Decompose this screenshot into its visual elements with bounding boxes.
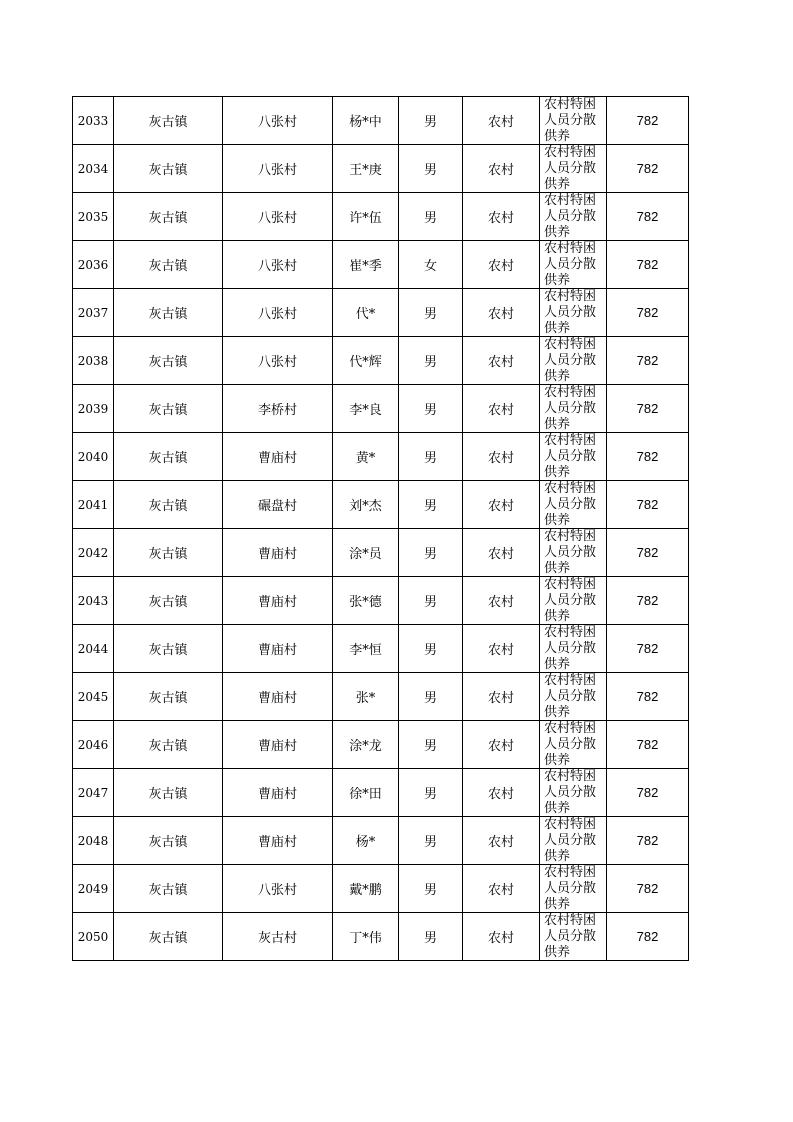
cell-area: 农村 [463, 673, 540, 721]
support-type-text: 农村特困人员分散供养 [544, 865, 597, 912]
cell-gender: 男 [399, 673, 463, 721]
table-row [73, 241, 689, 289]
cell-name: 戴*鹏 [333, 865, 399, 913]
cell-name: 张* [333, 673, 399, 721]
cell-area: 农村 [463, 145, 540, 193]
table-row [73, 721, 689, 769]
cell-name: 杨*中 [333, 97, 399, 145]
cell-town: 灰古镇 [114, 433, 223, 481]
cell-support-type [540, 193, 607, 241]
cell-id: 2036 [73, 241, 114, 289]
cell-amount: 782 [607, 433, 689, 481]
cell-support-type [540, 817, 607, 865]
cell-support-type [540, 769, 607, 817]
records-table [72, 96, 689, 961]
table-row [73, 289, 689, 337]
cell-support-type [540, 337, 607, 385]
cell-support-type [540, 865, 607, 913]
cell-village: 曹庙村 [223, 769, 333, 817]
cell-area: 农村 [463, 289, 540, 337]
cell-id: 2033 [73, 97, 114, 145]
support-type-text: 农村特困人员分散供养 [544, 241, 597, 288]
cell-amount: 782 [607, 529, 689, 577]
cell-town: 灰古镇 [114, 385, 223, 433]
cell-support-type [540, 913, 607, 961]
cell-support-type [540, 529, 607, 577]
cell-town: 灰古镇 [114, 673, 223, 721]
cell-amount: 782 [607, 145, 689, 193]
cell-amount: 782 [607, 673, 689, 721]
cell-support-type [540, 385, 607, 433]
cell-support-type [540, 241, 607, 289]
cell-support-type [540, 721, 607, 769]
cell-area: 农村 [463, 817, 540, 865]
cell-support-type [540, 625, 607, 673]
cell-id: 2039 [73, 385, 114, 433]
cell-town: 灰古镇 [114, 865, 223, 913]
cell-id: 2049 [73, 865, 114, 913]
cell-amount: 782 [607, 385, 689, 433]
cell-name: 涂*龙 [333, 721, 399, 769]
cell-id: 2045 [73, 673, 114, 721]
cell-name: 李*良 [333, 385, 399, 433]
cell-name: 许*伍 [333, 193, 399, 241]
table-row [73, 529, 689, 577]
cell-gender: 男 [399, 385, 463, 433]
cell-support-type [540, 433, 607, 481]
table-row [73, 337, 689, 385]
cell-area: 农村 [463, 913, 540, 961]
cell-area: 农村 [463, 577, 540, 625]
cell-area: 农村 [463, 481, 540, 529]
cell-town: 灰古镇 [114, 193, 223, 241]
table-row [73, 481, 689, 529]
cell-amount: 782 [607, 577, 689, 625]
cell-gender: 男 [399, 625, 463, 673]
cell-amount: 782 [607, 769, 689, 817]
support-type-text: 农村特困人员分散供养 [544, 145, 597, 192]
cell-gender: 男 [399, 145, 463, 193]
cell-town: 灰古镇 [114, 817, 223, 865]
support-type-text: 农村特困人员分散供养 [544, 97, 597, 144]
cell-town: 灰古镇 [114, 625, 223, 673]
support-type-text: 农村特困人员分散供养 [544, 481, 597, 528]
cell-id: 2034 [73, 145, 114, 193]
cell-name: 刘*杰 [333, 481, 399, 529]
support-type-text: 农村特困人员分散供养 [544, 193, 597, 240]
cell-name: 王*庚 [333, 145, 399, 193]
table-row [73, 385, 689, 433]
cell-village: 曹庙村 [223, 433, 333, 481]
cell-support-type [540, 145, 607, 193]
support-type-text: 农村特困人员分散供养 [544, 385, 597, 432]
cell-area: 农村 [463, 625, 540, 673]
table-row [73, 865, 689, 913]
cell-town: 灰古镇 [114, 145, 223, 193]
cell-area: 农村 [463, 193, 540, 241]
cell-gender: 男 [399, 193, 463, 241]
cell-area: 农村 [463, 769, 540, 817]
cell-id: 2040 [73, 433, 114, 481]
table-row [73, 433, 689, 481]
cell-town: 灰古镇 [114, 529, 223, 577]
cell-id: 2041 [73, 481, 114, 529]
cell-area: 农村 [463, 241, 540, 289]
cell-id: 2038 [73, 337, 114, 385]
cell-village: 曹庙村 [223, 817, 333, 865]
table-row [73, 769, 689, 817]
cell-amount: 782 [607, 865, 689, 913]
cell-village: 曹庙村 [223, 721, 333, 769]
cell-amount: 782 [607, 913, 689, 961]
cell-area: 农村 [463, 529, 540, 577]
cell-gender: 女 [399, 241, 463, 289]
cell-area: 农村 [463, 433, 540, 481]
cell-name: 杨* [333, 817, 399, 865]
cell-gender: 男 [399, 433, 463, 481]
table-row [73, 913, 689, 961]
support-type-text: 农村特困人员分散供养 [544, 577, 597, 624]
cell-village: 八张村 [223, 193, 333, 241]
cell-amount: 782 [607, 193, 689, 241]
cell-village: 曹庙村 [223, 625, 333, 673]
cell-id: 2037 [73, 289, 114, 337]
cell-name: 李*恒 [333, 625, 399, 673]
cell-village: 碾盘村 [223, 481, 333, 529]
table-row [73, 625, 689, 673]
cell-gender: 男 [399, 817, 463, 865]
table-row [73, 817, 689, 865]
cell-id: 2050 [73, 913, 114, 961]
cell-amount: 782 [607, 241, 689, 289]
cell-amount: 782 [607, 817, 689, 865]
cell-gender: 男 [399, 769, 463, 817]
cell-name: 涂*员 [333, 529, 399, 577]
cell-name: 代* [333, 289, 399, 337]
cell-area: 农村 [463, 337, 540, 385]
cell-name: 丁*伟 [333, 913, 399, 961]
table-row [73, 145, 689, 193]
cell-town: 灰古镇 [114, 481, 223, 529]
cell-village: 灰古村 [223, 913, 333, 961]
cell-town: 灰古镇 [114, 577, 223, 625]
cell-name: 崔*季 [333, 241, 399, 289]
cell-village: 曹庙村 [223, 577, 333, 625]
table-row [73, 673, 689, 721]
support-type-text: 农村特困人员分散供养 [544, 433, 597, 480]
cell-village: 曹庙村 [223, 673, 333, 721]
cell-id: 2043 [73, 577, 114, 625]
cell-gender: 男 [399, 577, 463, 625]
cell-town: 灰古镇 [114, 769, 223, 817]
cell-support-type [540, 97, 607, 145]
cell-name: 徐*田 [333, 769, 399, 817]
cell-name: 张*德 [333, 577, 399, 625]
cell-area: 农村 [463, 97, 540, 145]
cell-amount: 782 [607, 481, 689, 529]
table-row [73, 577, 689, 625]
cell-support-type [540, 577, 607, 625]
cell-support-type [540, 289, 607, 337]
support-type-text: 农村特困人员分散供养 [544, 913, 597, 960]
cell-village: 八张村 [223, 145, 333, 193]
support-type-text: 农村特困人员分散供养 [544, 673, 597, 720]
table-row [73, 97, 689, 145]
cell-town: 灰古镇 [114, 721, 223, 769]
cell-id: 2042 [73, 529, 114, 577]
support-type-text: 农村特困人员分散供养 [544, 289, 597, 336]
cell-support-type [540, 481, 607, 529]
cell-area: 农村 [463, 865, 540, 913]
cell-village: 曹庙村 [223, 529, 333, 577]
cell-area: 农村 [463, 721, 540, 769]
cell-village: 八张村 [223, 289, 333, 337]
cell-gender: 男 [399, 337, 463, 385]
cell-id: 2048 [73, 817, 114, 865]
cell-village: 八张村 [223, 865, 333, 913]
cell-amount: 782 [607, 97, 689, 145]
cell-amount: 782 [607, 337, 689, 385]
cell-id: 2035 [73, 193, 114, 241]
cell-gender: 男 [399, 865, 463, 913]
cell-gender: 男 [399, 97, 463, 145]
cell-town: 灰古镇 [114, 913, 223, 961]
support-type-text: 农村特困人员分散供养 [544, 337, 597, 384]
table-row [73, 193, 689, 241]
cell-town: 灰古镇 [114, 241, 223, 289]
cell-support-type [540, 673, 607, 721]
cell-id: 2046 [73, 721, 114, 769]
cell-village: 李桥村 [223, 385, 333, 433]
cell-amount: 782 [607, 289, 689, 337]
cell-name: 黄* [333, 433, 399, 481]
cell-town: 灰古镇 [114, 289, 223, 337]
cell-town: 灰古镇 [114, 97, 223, 145]
cell-town: 灰古镇 [114, 337, 223, 385]
support-type-text: 农村特困人员分散供养 [544, 529, 597, 576]
cell-gender: 男 [399, 529, 463, 577]
cell-name: 代*辉 [333, 337, 399, 385]
cell-id: 2044 [73, 625, 114, 673]
cell-village: 八张村 [223, 97, 333, 145]
cell-gender: 男 [399, 289, 463, 337]
cell-village: 八张村 [223, 241, 333, 289]
cell-village: 八张村 [223, 337, 333, 385]
support-type-text: 农村特困人员分散供养 [544, 769, 597, 816]
cell-gender: 男 [399, 481, 463, 529]
records-body [73, 97, 689, 961]
cell-amount: 782 [607, 625, 689, 673]
cell-amount: 782 [607, 721, 689, 769]
support-type-text: 农村特困人员分散供养 [544, 721, 597, 768]
cell-id: 2047 [73, 769, 114, 817]
cell-gender: 男 [399, 721, 463, 769]
cell-area: 农村 [463, 385, 540, 433]
support-type-text: 农村特困人员分散供养 [544, 625, 597, 672]
cell-gender: 男 [399, 913, 463, 961]
support-type-text: 农村特困人员分散供养 [544, 817, 597, 864]
